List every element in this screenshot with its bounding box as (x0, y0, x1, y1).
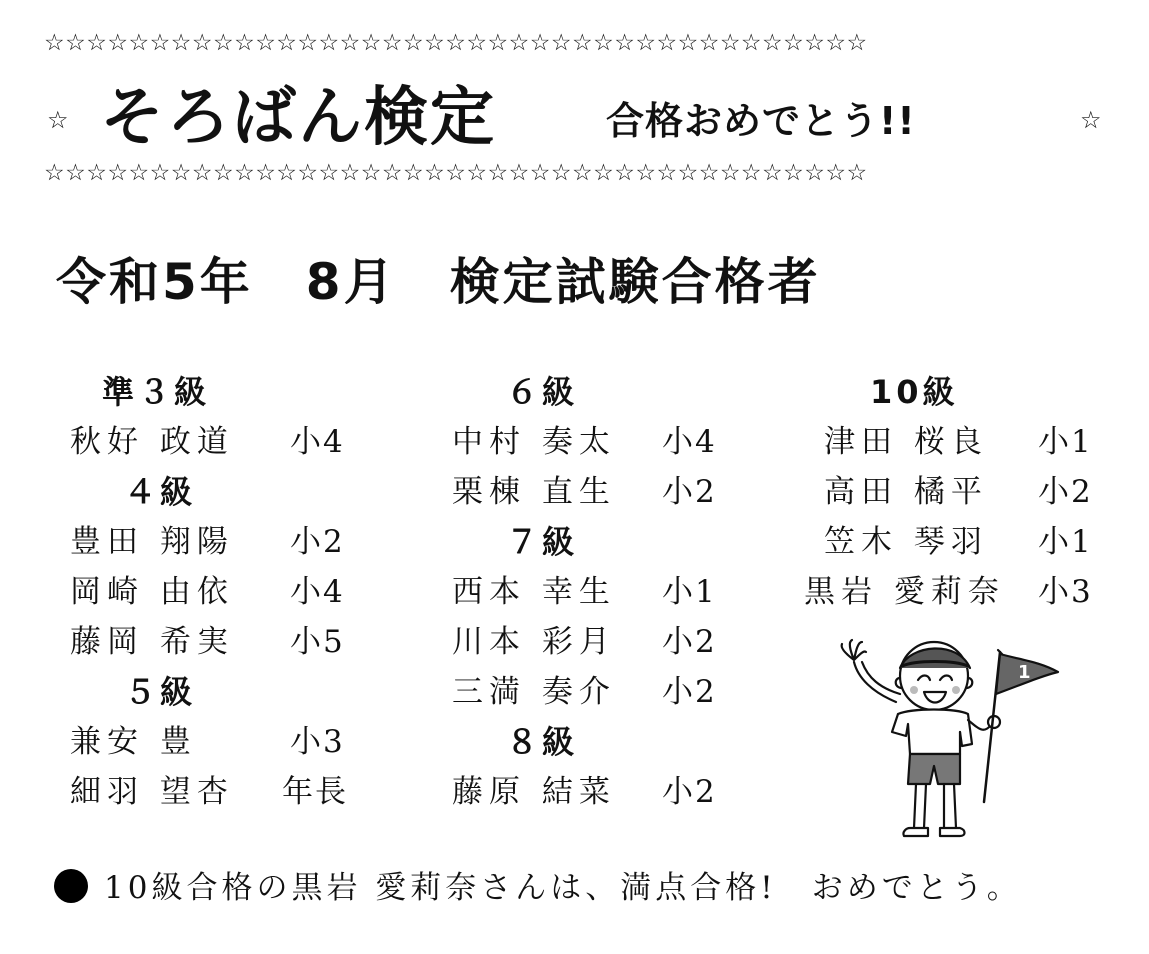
school-year: 小1 (1038, 424, 1093, 460)
student-name: 兼安 豊 (70, 724, 197, 760)
list-item (70, 620, 345, 670)
school-year: 小4 (290, 574, 345, 610)
grade-label: ７級 (506, 523, 579, 561)
list-item (70, 520, 345, 570)
student-name: 黒岩 愛莉奈 (804, 574, 1005, 610)
school-year: 小2 (1038, 474, 1093, 510)
child-with-flag-icon (832, 632, 1072, 847)
star-icon-right: ☆ (1080, 106, 1102, 134)
results-column-1 (70, 370, 348, 820)
list-item (70, 570, 345, 620)
school-year: 小1 (1038, 524, 1093, 560)
student-name: 岡崎 由依 (70, 574, 234, 610)
list-item (804, 570, 1093, 620)
student-name: 高田 橘平 (824, 474, 988, 510)
flag-number: 1 (1018, 662, 1031, 683)
student-name: 栗棟 直生 (452, 474, 616, 510)
star-border-top: ☆☆☆☆☆☆☆☆☆☆☆☆☆☆☆☆☆☆☆☆☆☆☆☆☆☆☆☆☆☆☆☆☆☆☆☆☆☆☆ (44, 30, 868, 56)
school-year: 小3 (1038, 574, 1093, 610)
list-item (70, 720, 345, 770)
school-year: 小2 (662, 774, 717, 810)
school-year: 年長 (282, 774, 348, 810)
list-item (70, 420, 345, 470)
grade-label: ８級 (506, 723, 579, 761)
school-year: 小1 (662, 574, 717, 610)
exam-heading: 令和5年 8月 検定試験合格者 (56, 253, 821, 311)
student-name: 笠木 琴羽 (824, 524, 988, 560)
student-name: 豊田 翔陽 (70, 524, 234, 560)
list-item (804, 520, 1093, 570)
grade-label: ４級 (124, 473, 197, 511)
student-name: 川本 彩月 (452, 624, 616, 660)
list-item (452, 620, 717, 670)
school-year: 小2 (662, 624, 717, 660)
list-item (452, 420, 717, 470)
list-item (452, 470, 717, 520)
list-item (804, 470, 1093, 520)
school-year: 小2 (662, 674, 717, 710)
child-with-flag-illustration (832, 632, 1072, 851)
note-text: 10級合格の黒岩 愛莉奈さんは、満点合格! おめでとう。 (104, 870, 1022, 906)
list-item (70, 770, 348, 820)
banner-title: そろばん検定 (100, 81, 496, 155)
student-name: 秋好 政道 (70, 424, 234, 460)
school-year: 小5 (290, 624, 345, 660)
student-name: 西本 幸生 (452, 574, 616, 610)
results-column-2 (452, 370, 717, 820)
student-name: 中村 奏太 (452, 424, 616, 460)
grade-label: ６級 (506, 373, 579, 411)
school-year: 小2 (662, 474, 717, 510)
banner-subtitle: 合格おめでとう!! (606, 99, 916, 143)
star-border-bottom: ☆☆☆☆☆☆☆☆☆☆☆☆☆☆☆☆☆☆☆☆☆☆☆☆☆☆☆☆☆☆☆☆☆☆☆☆☆☆☆ (44, 160, 868, 186)
student-name: 津田 桜良 (824, 424, 988, 460)
student-name: 藤原 結菜 (452, 774, 616, 810)
student-name: 細羽 望杏 (70, 774, 234, 810)
grade-label: 10級 (870, 373, 959, 411)
grade-label: 準３級 (102, 373, 211, 411)
school-year: 小3 (290, 724, 345, 760)
list-item (804, 420, 1093, 470)
school-year: 小2 (290, 524, 345, 560)
bullet-icon (54, 869, 88, 903)
results-column-3 (804, 370, 1093, 620)
list-item (452, 670, 717, 720)
list-item (452, 770, 717, 820)
list-item (452, 570, 717, 620)
student-name: 藤岡 希実 (70, 624, 234, 660)
congratulations-note (54, 862, 1022, 907)
student-name: 三満 奏介 (452, 674, 616, 710)
star-icon-left: ☆ (47, 106, 69, 134)
grade-label: ５級 (124, 673, 197, 711)
school-year: 小4 (662, 424, 717, 460)
school-year: 小4 (290, 424, 345, 460)
